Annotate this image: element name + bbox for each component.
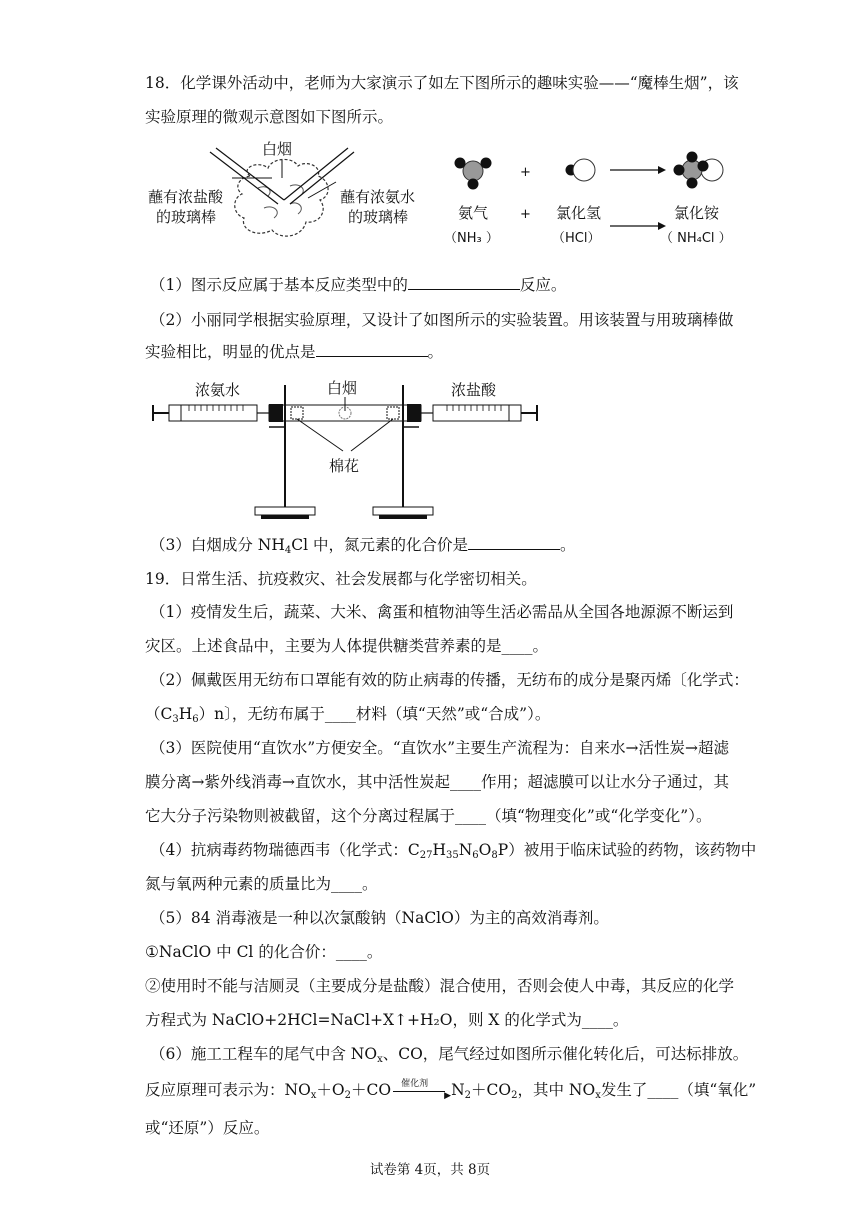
right-syringe-icon: [421, 405, 537, 421]
hcl-formula: （HCl）: [552, 231, 601, 246]
nh4cl-name: 氯化铵: [674, 204, 720, 222]
q19-part3-line3: 它大分子污染物则被截留，这个分离过程属于____（填“物理变化”或“化学变化”）。: [145, 807, 712, 825]
hcl-label: 浓盐酸: [451, 381, 497, 399]
hcl-molecule-icon: [566, 159, 596, 181]
q19-part5-item2-line2: 方程式为 NaClO+2HCl=NaCl+X↑+H₂O，则 X 的化学式为____。: [145, 1011, 629, 1029]
q19-part6-line1: （6）施工工程车的尾气中含 $NO_x$、CO，尾气经过如图所示催化转化后，可达标排放。: [150, 1045, 749, 1065]
left-syringe-icon: [153, 405, 269, 421]
q18-part2-line1: （2）小丽同学根据实验原理，又设计了如图所示的实验装置。用该装置与用玻璃棒做: [150, 311, 734, 329]
right-rod-label-2: 的玻璃棒: [348, 208, 409, 226]
q18-part1: （1）图示反应属于基本反应类型中的 反应。: [150, 276, 567, 294]
q18-part3: （3）白烟成分 $NH_4Cl$ 中，氮元素的化合价是 。: [150, 536, 576, 556]
left-rod-label-1: 蘸有浓盐酸: [148, 188, 224, 206]
nh3-molecule-icon: [455, 158, 492, 190]
q18-intro-line2: 实验原理的微观示意图如下图所示。: [145, 108, 394, 126]
catalyst-arrow: 催化剂 ▶: [391, 1080, 451, 1100]
q19-part6-line3: 或“还原”）反应。: [145, 1119, 270, 1137]
q19-part2-line1: （2）佩戴医用无纺布口罩能有效的防止病毒的传播，无纺布的成分是聚丙烯〔化学式：: [150, 671, 749, 689]
nh4cl-molecule-icon: [674, 152, 724, 189]
plus-sign-top: +: [520, 165, 531, 180]
page-footer: 试卷第 4页，共 8页: [369, 1162, 491, 1178]
nh4cl-formula: （ NH₄Cl ）: [660, 231, 732, 246]
q19-part1-line1: （1）疫情发生后，蔬菜、大米、禽蛋和植物油等生活必需品从全国各地源源不断运到: [150, 603, 734, 621]
q19-part1-line2: 灾区。上述食品中，主要为人体提供糖类营养素的是____。: [145, 637, 549, 655]
catalyst-label: 催化剂: [401, 1079, 429, 1089]
q19-part5-item2-line1: ②使用时不能与洁厕灵（主要成分是盐酸）混合使用，否则会使人中毒，其反应的化学: [145, 977, 735, 995]
left-rod-label-2: 的玻璃棒: [156, 208, 217, 226]
q19-part2-line2: $(C_3H_6)n$〕，无纺布属于____材料（填“天然”或“合成”）。: [145, 705, 551, 725]
q19-part6-line2: 反应原理可表示为：$NO_x+O_2+CO$ 催化剂 ▶ $N_2+CO_2$，其中 $NO_x$发生了____（填“氧化”: [145, 1080, 756, 1100]
q19-part3-line1: （3）医院使用“直饮水”方便安全。“直饮水”主要生产流程为：自来水→活性炭→超滤: [150, 739, 730, 757]
q19-part3-line2: 膜分离→紫外线消毒→直饮水，其中活性炭起____作用；超滤膜可以让水分子通过，其: [145, 773, 729, 791]
q19-part4-line2: 氮与氧两种元素的质量比为____。: [145, 875, 378, 893]
q19-intro: 19．日常生活、抗疫救灾、社会发展都与化学密切相关。: [145, 570, 537, 588]
q19-part5-item1: ①NaClO 中 Cl 的化合价：____。: [145, 943, 383, 961]
smoke-label: 白烟: [327, 379, 358, 397]
ammonia-label: 浓氨水: [195, 381, 241, 399]
right-rod-label-1: 蘸有浓氨水: [340, 188, 416, 206]
q19-part4-line1: （4）抗病毒药物瑞德西韦（化学式：$C_{27}H_{35}N_6O_8P$）被用于临床试验的药物，该药物中: [150, 841, 757, 861]
answer-blank[interactable]: [408, 275, 520, 290]
q18-part2-line2: 实验相比，明显的优点是 。: [145, 343, 444, 361]
q18-intro-line1: 18．化学课外活动中，老师为大家演示了如左下图所示的趣味实验——“魔棒生烟”，该: [145, 74, 739, 92]
nh3-formula: （NH₃ ）: [444, 231, 499, 246]
magic-wand-smoke-figure: [140, 138, 740, 260]
apparatus-figure: [145, 375, 545, 525]
smoke-label: 白烟: [262, 140, 293, 158]
plus-sign-bottom: +: [520, 207, 531, 222]
nh3-name: 氨气: [458, 204, 489, 222]
q19-part5: （5）84 消毒液是一种以次氯酸钠（NaClO）为主的高效消毒剂。: [150, 909, 609, 927]
hcl-name: 氯化氢: [556, 204, 602, 222]
cotton-label: 棉花: [329, 457, 360, 475]
answer-blank[interactable]: [316, 342, 428, 357]
answer-blank[interactable]: [468, 535, 560, 550]
